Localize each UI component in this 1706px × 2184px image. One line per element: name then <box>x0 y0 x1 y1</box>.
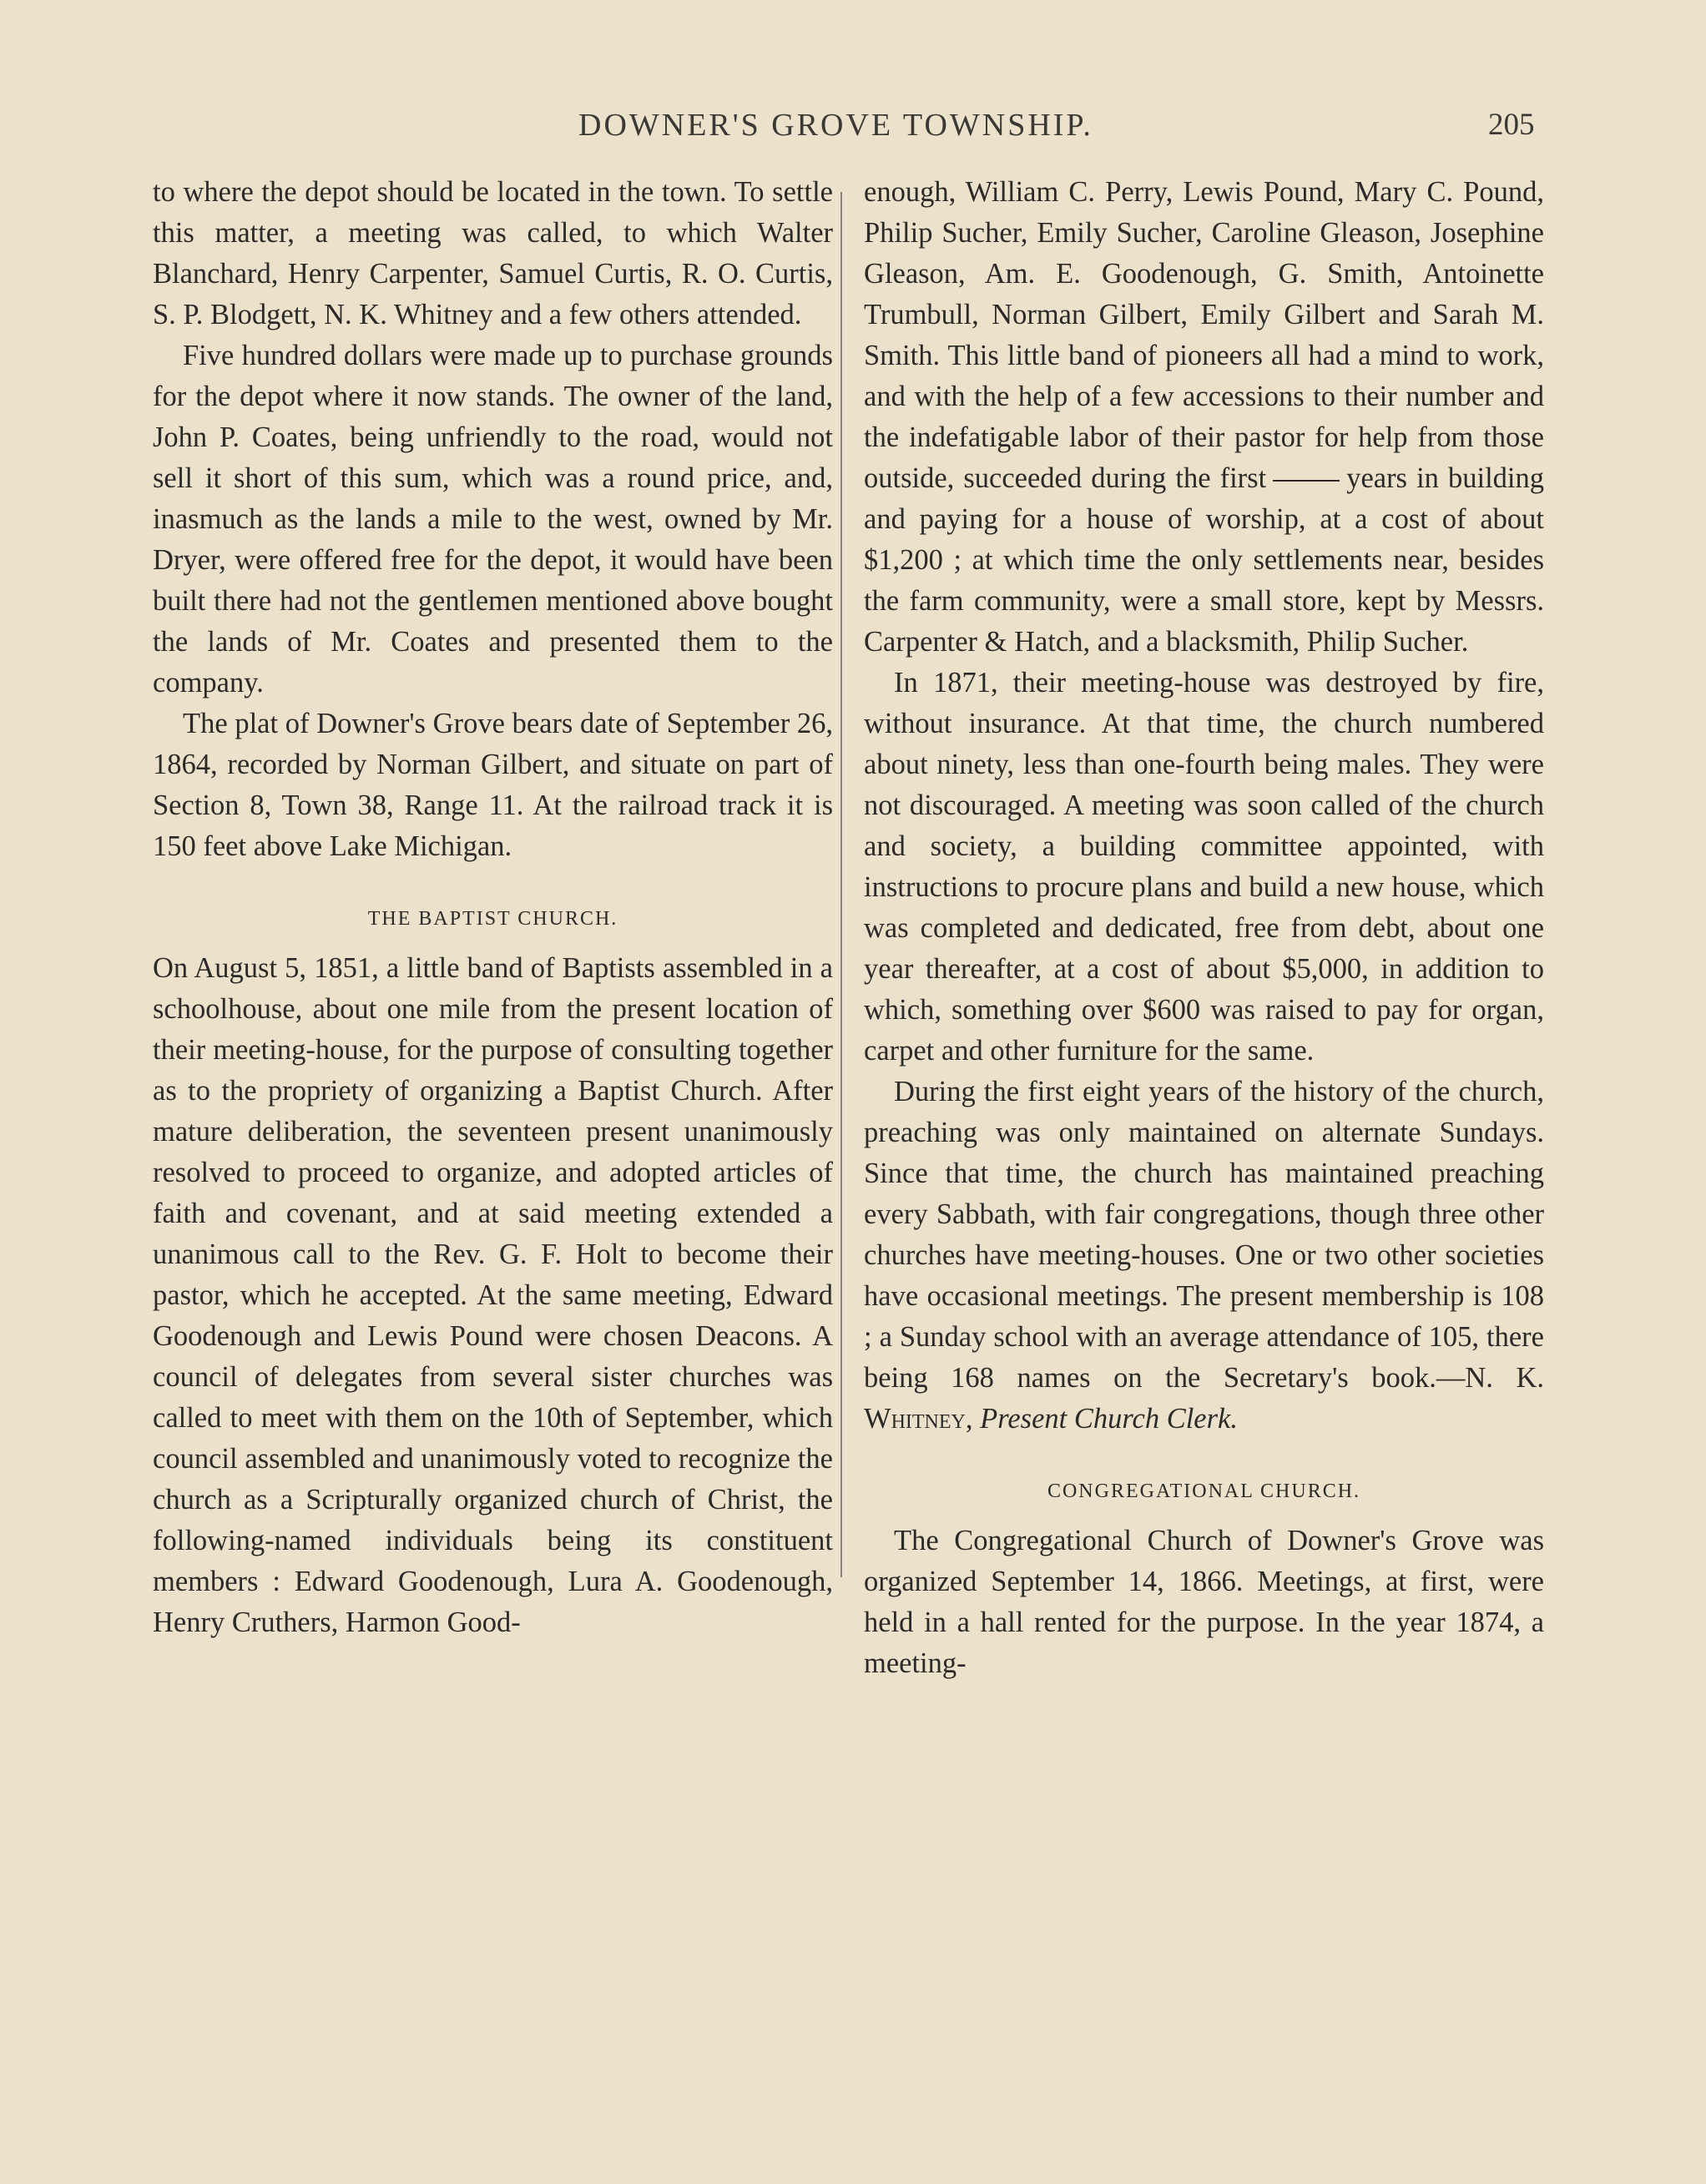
paragraph-plat: The plat of Downer's Grove bears date of September 26, 1864, recorded by Norman Gilbert, and situate on part of Section 8, Town 38, Range 11. At the railroad track it is 150 feet above Lake Michigan. <box>153 708 833 862</box>
clerk-name: Whitney, <box>864 1403 973 1435</box>
paragraph-depot-purchase: Five hundred dollars were made up to purchase grounds for the depot where it now stands. The owner of the land, John P. Coates, being unfriendly to the road, would not sell it short of this sum, which was a round price, and, inasmuch as the lands a mile to the west, owned by Mr. Dryer, were offered free for the depot, it would have been built there had not the gentlemen mentioned above bought the lands of Mr. Coates and presented them to the company. <box>153 340 833 699</box>
right-column <box>864 172 1544 1684</box>
clerk-title: Present Church Clerk. <box>980 1403 1238 1435</box>
paragraph-congregational: The Congregational Church of Downer's Grove was organized September 14, 1866. Meetings, at first, were held in a hall rented for the purpose. In the year 1874, a meeting- <box>864 1525 1544 1679</box>
paragraph-baptist-members <box>864 172 1544 663</box>
page-number: 205 <box>1488 108 1535 142</box>
paragraph-preaching <box>864 1072 1544 1440</box>
paragraph-baptist-founding: On August 5, 1851, a little band of Baptists assembled in a schoolhouse, about one mile from the present location of their meeting-house, for the purpose of consulting together as to the propriety of organizing a Baptist Church. After mature deliberation, the seventeen present unanimously resolved to proceed to organize, and adopted articles of faith and covenant, and at said meeting extended a unanimous call to the Rev. G. F. Holt to become their pastor, which he accepted. At the same meeting, Edward Goodenough and Lewis Pound were chosen Deacons. A council of delegates from several sister churches was called to meet with them on the 10th of September, which council assembled and unanimously voted to recognize the church as a Scripturally organized church of Christ, the following-named individuals being its constituent members : Edward Goodenough, Lura A. Goodenough, Henry Cruthers, Harmon Good- <box>153 952 833 1638</box>
page-header <box>0 107 1706 157</box>
congregational-church-heading: CONGREGATIONAL CHURCH. <box>1047 1480 1361 1502</box>
blank-rule <box>1273 480 1340 482</box>
paragraph-depot-location: to where the depot should be located in the town. To settle this matter, a meeting was called, to which Walter Blanchard, Henry Carpenter, Samuel Curtis, R. O. Curtis, S. P. Blodgett, N. K. Whitney and a few others attended. <box>153 176 833 330</box>
members-text-cont: years in building and paying for a house of worship, at a cost of about $1,200 ; at which time the only settlements near, besides the farm community, were a small store, kept by Messrs. Carpenter & Hatch, and a blacksmith, Philip Sucher. <box>864 462 1544 658</box>
left-column <box>153 172 833 1643</box>
running-head: DOWNER'S GROVE TOWNSHIP. <box>578 108 1093 143</box>
column-divider <box>840 192 842 1577</box>
baptist-church-heading: THE BAPTIST CHURCH. <box>367 908 618 930</box>
paragraph-fire: In 1871, their meeting-house was destroyed by fire, without insurance. At that time, the church numbered about ninety, less than one-fourth being males. They were not discouraged. A meeting was soon called of the church and society, a building committee appointed, with instructions to procure plans and build a new house, which was completed and dedicated, free from debt, about one year thereafter, at a cost of about $5,000, in addition to which, something over $600 was raised to pay for organ, carpet and other furniture for the same. <box>864 667 1544 1067</box>
members-text: enough, William C. Perry, Lewis Pound, Mary C. Pound, Philip Sucher, Emily Sucher, Caroline Gleason, Josephine Gleason, Am. E. Goodenough, G. Smith, Antoinette Trumbull, Norman Gilbert, Emily Gilbert and Sarah M. Smith. This little band of pioneers all had a mind to work, and with the help of a few accessions to their number and the indefatigable labor of their pastor for help from those outside, succeeded during the first <box>864 176 1544 494</box>
preaching-text: During the first eight years of the history of the church, preaching was only maintained on alternate Sundays. Since that time, the church has maintained preaching every Sabbath, with fair congregations, though three other churches have meeting-houses. One or two other societies have occasional meetings. The present membership is 108 ; a Sunday school with an average attendance of 105, there being 168 names on the Secretary's book.—N. K. <box>864 1076 1544 1394</box>
